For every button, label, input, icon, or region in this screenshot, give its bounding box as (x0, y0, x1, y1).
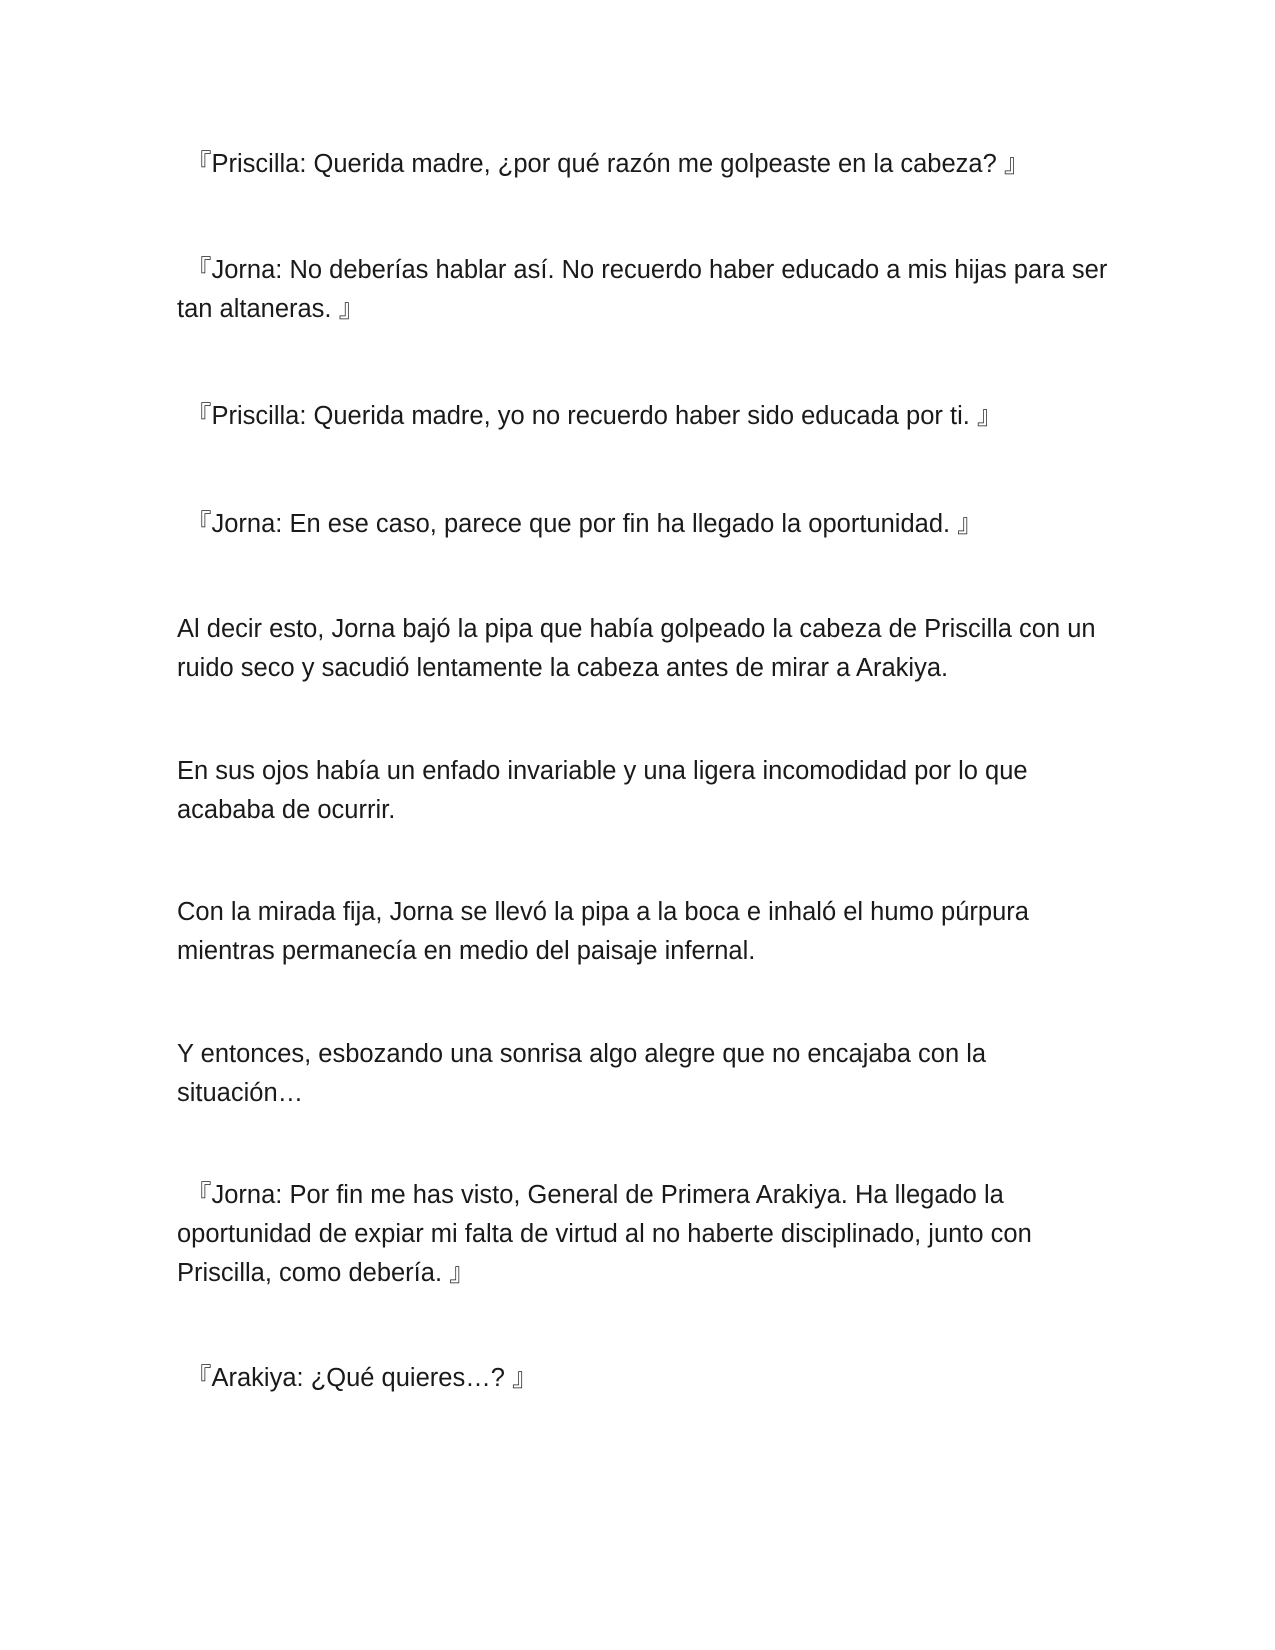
narration-paragraph-1: Al decir esto, Jorna bajó la pipa que había golpeado la cabeza de Priscilla con un ruido seco y sacudió lentamente la cabeza antes de mirar a Arakiya. (177, 615, 1096, 682)
narration-paragraph-4: Y entonces, esbozando una sonrisa algo alegre que no encajaba con la situación… (177, 1040, 987, 1107)
dialogue-priscilla-2: 『Priscilla: Querida madre, yo no recuerdo haber sido educada por ti. 』 (186, 402, 1003, 430)
dialogue-jorna-3: 『Jorna: Por fin me has visto, General de Primera Arakiya. Ha llegado la oportunidad de expiar mi falta de virtud al no haberte disciplinado, junto con Priscilla, como debería. 』 (177, 1181, 1032, 1287)
narration-paragraph-3: Con la mirada fija, Jorna se llevó la pipa a la boca e inhaló el humo púrpura mientras permanecía en medio del paisaje infernal. (177, 898, 1029, 965)
dialogue-jorna-1: 『Jorna: No deberías hablar así. No recuerdo haber educado a mis hijas para ser tan altaneras. 』 (177, 256, 1108, 323)
dialogue-jorna-2: 『Jorna: En ese caso, parece que por fin ha llegado la oportunidad. 』 (186, 510, 983, 538)
narration-paragraph-2: En sus ojos había un enfado invariable y una ligera incomodidad por lo que acababa de ocurrir. (177, 757, 1028, 824)
dialogue-arakiya-1: 『Arakiya: ¿Qué quieres…? 』 (186, 1364, 538, 1392)
dialogue-priscilla-1: 『Priscilla: Querida madre, ¿por qué razón me golpeaste en la cabeza? 』 (186, 150, 1030, 178)
